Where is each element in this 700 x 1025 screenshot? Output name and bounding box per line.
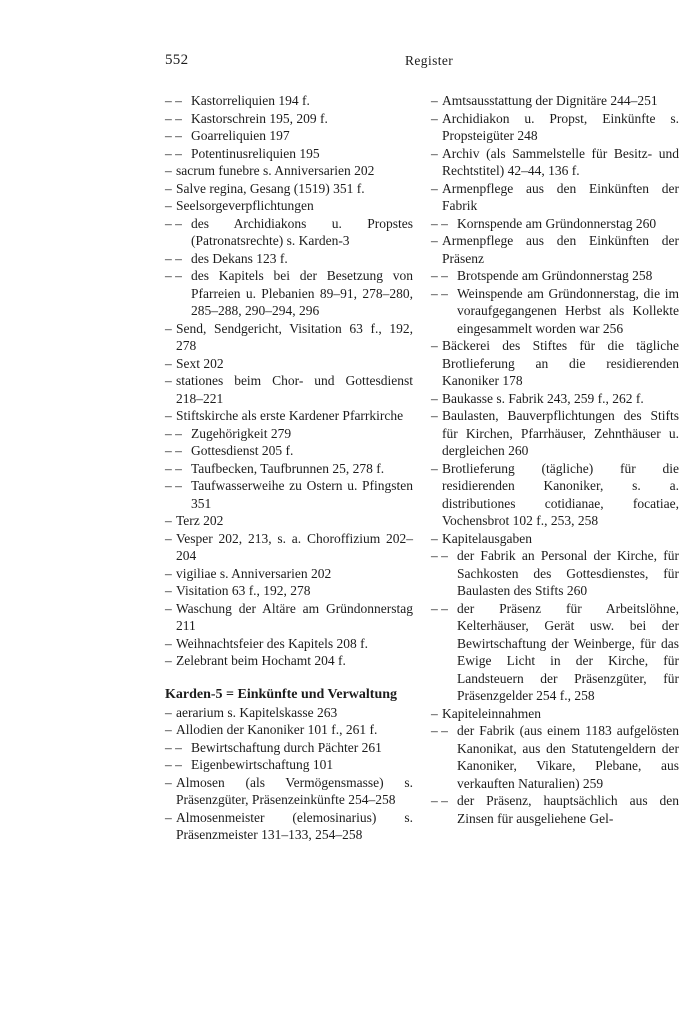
entry-text: Visitation 63 f., 192, 278 (176, 583, 311, 598)
entry-text: des Dekans 123 f. (191, 250, 288, 266)
entry-text: Kastorschrein 195, 209 f. (191, 110, 328, 126)
entry-dash: – – (165, 93, 182, 108)
index-entry (431, 600, 679, 705)
entry-dash: – – (165, 478, 182, 493)
entry-text: Zugehörigkeit 279 (191, 425, 292, 441)
entry-dash: – – (165, 145, 182, 161)
index-entry (165, 127, 413, 145)
entry-dash: – (165, 565, 172, 581)
entry-text: des Kapitels bei der Besetzung von Pfarreien u. Plebanien 89–91, 278–280, 285–288, 290–294, 296 (191, 268, 413, 318)
entry-dash: – (165, 198, 172, 213)
entry-text: Weihnachtsfeier des Kapitels 208 f. (176, 635, 368, 651)
entry-text: Taufbecken, Taufbrunnen 25, 278 f. (191, 460, 385, 476)
entry-dash: – – (165, 268, 182, 283)
entry-text: vigiliae s. Anniversarien 202 (176, 565, 332, 581)
entry-text: Gottesdienst 205 f. (191, 443, 294, 458)
entry-dash: – (165, 704, 172, 720)
entry-dash: – – (431, 600, 448, 616)
entry-dash: – (431, 180, 438, 196)
index-entry (165, 180, 413, 198)
entry-dash: – (431, 408, 438, 423)
index-column-right (431, 92, 679, 827)
entry-dash: – – (165, 460, 182, 476)
entry-text: Stiftskirche als erste Kardener Pfarrkirche (176, 408, 404, 423)
index-entry (165, 267, 413, 320)
entry-text: Vesper 202, 213, s. a. Choroffizium 202–204 (176, 530, 413, 563)
entry-dash: – (431, 705, 438, 721)
entry-dash: – – (431, 268, 448, 283)
entry-text: der Präsenz, hauptsächlich aus den Zinsen für ausgeliehene Gel- (457, 793, 679, 826)
entry-text: Baukasse s. Fabrik 243, 259 f., 262 f. (442, 390, 644, 406)
entry-dash: – – (165, 757, 182, 772)
entry-text: sacrum funebre s. Anniversarien 202 (176, 163, 375, 178)
index-entry (431, 92, 679, 110)
index-entry (165, 704, 413, 722)
index-entry (165, 197, 413, 215)
entry-dash: – (165, 809, 172, 825)
entry-text: Terz 202 (176, 513, 224, 528)
index-entry (165, 460, 413, 478)
entry-dash: – – (165, 250, 182, 266)
page-number: 552 (165, 52, 189, 68)
entry-text: Sext 202 (176, 355, 224, 371)
index-entry (165, 442, 413, 460)
entry-dash: – (165, 320, 172, 336)
index-entry (431, 180, 679, 215)
index-entry (165, 635, 413, 653)
entry-dash: – (431, 460, 438, 476)
entry-text: aerarium s. Kapitelskasse 263 (176, 704, 338, 720)
entry-text: Salve regina, Gesang (1519) 351 f. (176, 180, 365, 196)
entry-dash: – (165, 373, 172, 388)
entry-dash: – – (165, 425, 182, 441)
entry-dash: – (431, 145, 438, 161)
index-entry (165, 355, 413, 373)
entry-dash: – – (165, 443, 182, 458)
index-entry (165, 407, 413, 425)
index-entry (431, 547, 679, 600)
entry-dash: – – (431, 723, 448, 738)
entry-dash: – (431, 338, 438, 353)
section-heading: Karden-5 = Einkünfte und Verwaltung (165, 686, 398, 702)
index-entry (165, 739, 413, 757)
entry-text: Brotlieferung (tägliche) für die residierenden Kanoniker, s. a. distributiones cotidianae, focatiae, Vochensbrot 102 f., 253, 258 (442, 460, 679, 528)
entry-dash: – (165, 635, 172, 651)
index-entry (431, 722, 679, 792)
entry-dash: – – (431, 215, 448, 231)
entry-text: der Fabrik an Personal der Kirche, für Sachkosten des Gottesdienstes, für Baulasten des Stifts 260 (457, 548, 679, 598)
entry-text: der Fabrik (aus einem 1183 aufgelösten Kanonikat, aus den Statutengeldern der Kanoniker, Vikare, Plebane, aus verkauften Naturalien) 259 (457, 723, 679, 791)
index-entry (431, 285, 679, 338)
index-entry (165, 215, 413, 250)
entry-text: Waschung der Altäre am Gründonnerstag 211 (176, 600, 413, 633)
entry-text: Almosenmeister (elemosinarius) s. Präsenzmeister 131–133, 254–258 (176, 809, 413, 842)
index-entry (431, 705, 679, 723)
entry-dash: – – (165, 128, 182, 143)
index-column-left (165, 92, 413, 844)
entry-text: Kapiteleinnahmen (442, 705, 541, 721)
index-entry (431, 792, 679, 827)
index-entry (165, 600, 413, 635)
index-entry (165, 565, 413, 583)
index-entry (165, 425, 413, 443)
entry-text: Baulasten, Bauverpflichtungen des Stifts für Kirchen, Pfarrhäuser, Zehnthäuser u. dergleichen 260 (442, 408, 679, 458)
index-entry (431, 530, 679, 548)
entry-dash: – (431, 93, 438, 108)
entry-text: Goarreliquien 197 (191, 128, 290, 143)
entry-dash: – (431, 233, 438, 248)
entry-text: Zelebrant beim Hochamt 204 f. (176, 653, 346, 668)
index-entry (431, 145, 679, 180)
entry-text: Archidiakon u. Propst, Einkünfte s. Propsteigüter 248 (442, 110, 679, 143)
index-entry (431, 337, 679, 390)
index-entry (165, 652, 413, 670)
entry-dash: – (431, 530, 438, 546)
entry-text: Bäckerei des Stiftes für die tägliche Brotlieferung an die residierenden Kanoniker 178 (442, 338, 679, 388)
entry-dash: – (165, 774, 172, 790)
entry-text: Kornspende am Gründonnerstag 260 (457, 215, 657, 231)
entry-dash: – (165, 722, 172, 737)
index-entry (165, 162, 413, 180)
entry-dash: – (165, 355, 172, 371)
entry-dash: – (165, 653, 172, 668)
entry-text: Archiv (als Sammelstelle für Besitz- und Rechtstitel) 42–44, 136 f. (442, 145, 679, 178)
entry-text: Armenpflege aus den Einkünften der Präsenz (442, 233, 679, 266)
entry-text: Kastorreliquien 194 f. (191, 93, 310, 108)
entry-dash: – (165, 513, 172, 528)
entry-text: Kapitelausgaben (442, 530, 532, 546)
index-entry (165, 582, 413, 600)
entry-dash: – – (165, 110, 182, 126)
entry-dash: – (431, 390, 438, 406)
entry-dash: – – (165, 215, 182, 231)
index-entry (431, 267, 679, 285)
index-entry (165, 721, 413, 739)
entry-dash: – (165, 408, 172, 423)
entry-text: stationes beim Chor- und Gottesdienst 218–221 (176, 373, 413, 406)
entry-text: Bewirtschaftung durch Pächter 261 (191, 739, 382, 755)
entry-text: Potentinusreliquien 195 (191, 145, 320, 161)
index-entry (165, 809, 413, 844)
index-entry (165, 530, 413, 565)
index-entry (431, 460, 679, 530)
entry-text: der Präsenz für Arbeitslöhne, Kelterhäuser, Gerät usw. bei der Bewirtschaftung der Weinberge, für das Ewige Licht in der Kirche, für Landsteuern der Präsenzgüter, für Präsenzgelder 254 f., 258 (457, 600, 679, 703)
entry-text: Eigenbewirtschaftung 101 (191, 757, 334, 772)
entry-text: Send, Sendgericht, Visitation 63 f., 192, 278 (176, 320, 413, 353)
index-entry (431, 110, 679, 145)
index-entry (165, 774, 413, 809)
entry-dash: – (165, 530, 172, 546)
index-entry (165, 372, 413, 407)
index-entry (165, 320, 413, 355)
index-entry (431, 232, 679, 267)
entry-text: Weinspende am Gründonnerstag, die im voraufgegangenen Herbst als Kollekte eingesammelt worden war 256 (457, 285, 679, 336)
entry-text: Allodien der Kanoniker 101 f., 261 f. (176, 722, 378, 737)
entry-dash: – (165, 600, 172, 616)
index-entry (165, 756, 413, 774)
entry-dash: – – (431, 548, 448, 563)
entry-dash: – (165, 163, 172, 178)
entry-dash: – – (431, 285, 448, 301)
entry-text: des Archidiakons u. Propstes (Patronatsrechte) s. Karden-3 (191, 215, 413, 248)
entry-dash: – (165, 180, 172, 196)
entry-text: Seelsorgeverpflichtungen (176, 198, 314, 213)
index-entry (165, 512, 413, 530)
index-entry (165, 145, 413, 163)
index-entry (431, 390, 679, 408)
entry-text: Amtsausstattung der Dignitäre 244–251 (442, 93, 658, 108)
entry-dash: – (165, 583, 172, 598)
entry-text: Taufwasserweihe zu Ostern u. Pfingsten 351 (191, 478, 413, 511)
index-entry (431, 407, 679, 460)
index-entry (165, 92, 413, 110)
index-entry (165, 250, 413, 268)
entry-text: Brotspende am Gründonnerstag 258 (457, 268, 653, 283)
index-entry (165, 110, 413, 128)
running-title: Register (405, 53, 454, 68)
entry-dash: – (431, 110, 438, 126)
entry-text: Armenpflege aus den Einkünften der Fabrik (442, 180, 679, 213)
index-entry (165, 477, 413, 512)
entry-dash: – – (165, 739, 182, 755)
entry-text: Almosen (als Vermögensmasse) s. Präsenzgüter, Präsenzeinkünfte 254–258 (176, 774, 413, 807)
index-entry (431, 215, 679, 233)
entry-dash: – – (431, 793, 448, 808)
